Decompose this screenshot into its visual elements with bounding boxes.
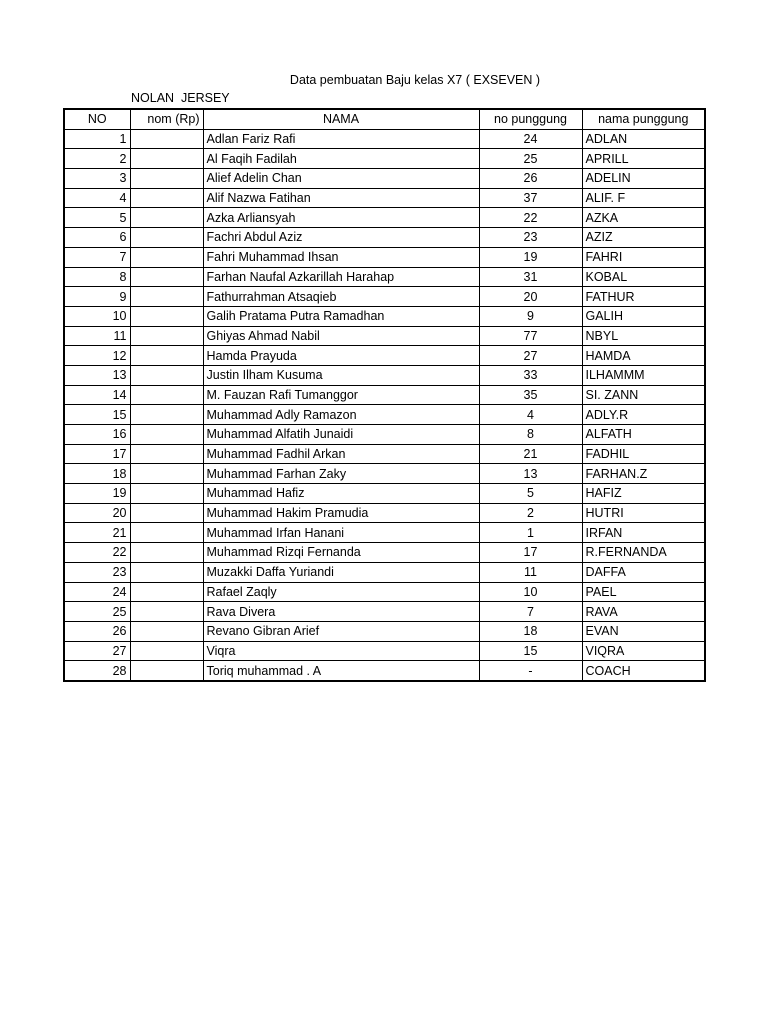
- cell-nom: [130, 247, 203, 267]
- table-row: [64, 247, 705, 267]
- cell-nama-punggung: ALFATH: [582, 425, 705, 445]
- cell-nama: Azka Arliansyah: [203, 208, 479, 228]
- table-row: [64, 228, 705, 248]
- cell-no: 15: [64, 405, 130, 425]
- cell-no-punggung: 31: [479, 267, 582, 287]
- cell-no: 11: [64, 326, 130, 346]
- cell-no: 21: [64, 523, 130, 543]
- cell-nama: Muhammad Fadhil Arkan: [203, 444, 479, 464]
- cell-nama: Rava Divera: [203, 602, 479, 622]
- table-header-row: [64, 109, 705, 129]
- cell-nama-punggung: COACH: [582, 661, 705, 681]
- cell-nama: Fathurrahman Atsaqieb: [203, 287, 479, 307]
- cell-nama: Hamda Prayuda: [203, 346, 479, 366]
- cell-no-punggung: 26: [479, 169, 582, 189]
- table-row: [64, 405, 705, 425]
- cell-nom: [130, 346, 203, 366]
- cell-nama-punggung: NBYL: [582, 326, 705, 346]
- cell-nom: [130, 425, 203, 445]
- header-nama-punggung: nama punggung: [582, 109, 705, 129]
- cell-no-punggung: 22: [479, 208, 582, 228]
- cell-no: 5: [64, 208, 130, 228]
- jersey-table: [63, 108, 706, 682]
- cell-nama: Muzakki Daffa Yuriandi: [203, 562, 479, 582]
- cell-nom: [130, 385, 203, 405]
- cell-no: 22: [64, 543, 130, 563]
- cell-no-punggung: 4: [479, 405, 582, 425]
- cell-nama-punggung: ADLY.R: [582, 405, 705, 425]
- table-row: [64, 523, 705, 543]
- cell-nama-punggung: FADHIL: [582, 444, 705, 464]
- cell-no-punggung: 1: [479, 523, 582, 543]
- cell-nama: Muhammad Alfatih Junaidi: [203, 425, 479, 445]
- cell-no-punggung: 37: [479, 188, 582, 208]
- cell-nom: [130, 405, 203, 425]
- cell-nama: Viqra: [203, 641, 479, 661]
- cell-nom: [130, 661, 203, 681]
- cell-nama-punggung: EVAN: [582, 621, 705, 641]
- cell-nama: Adlan Fariz Rafi: [203, 129, 479, 149]
- cell-nom: [130, 326, 203, 346]
- cell-no: 6: [64, 228, 130, 248]
- cell-nama: Farhan Naufal Azkarillah Harahap: [203, 267, 479, 287]
- cell-nama: Muhammad Hafiz: [203, 484, 479, 504]
- cell-no: 14: [64, 385, 130, 405]
- cell-nama-punggung: VIQRA: [582, 641, 705, 661]
- cell-nama: Galih Pratama Putra Ramadhan: [203, 306, 479, 326]
- cell-no-punggung: 18: [479, 621, 582, 641]
- document-title: Data pembuatan Baju kelas X7 ( EXSEVEN ): [289, 73, 541, 87]
- cell-nom: [130, 129, 203, 149]
- cell-no: 10: [64, 306, 130, 326]
- cell-nom: [130, 602, 203, 622]
- cell-nama: Al Faqih Fadilah: [203, 149, 479, 169]
- cell-nama: Muhammad Irfan Hanani: [203, 523, 479, 543]
- cell-no: 7: [64, 247, 130, 267]
- table-row: [64, 129, 705, 149]
- cell-no: 26: [64, 621, 130, 641]
- cell-no: 25: [64, 602, 130, 622]
- table-row: [64, 484, 705, 504]
- cell-nama-punggung: ADELIN: [582, 169, 705, 189]
- cell-nama: M. Fauzan Rafi Tumanggor: [203, 385, 479, 405]
- table-row: [64, 149, 705, 169]
- cell-nama-punggung: DAFFA: [582, 562, 705, 582]
- cell-nom: [130, 484, 203, 504]
- cell-nama-punggung: KOBAL: [582, 267, 705, 287]
- table-row: [64, 267, 705, 287]
- cell-no: 17: [64, 444, 130, 464]
- cell-no-punggung: 24: [479, 129, 582, 149]
- cell-nama: Muhammad Rizqi Fernanda: [203, 543, 479, 563]
- cell-no-punggung: 5: [479, 484, 582, 504]
- cell-no: 23: [64, 562, 130, 582]
- cell-nom: [130, 582, 203, 602]
- table-row: [64, 346, 705, 366]
- cell-no-punggung: 15: [479, 641, 582, 661]
- cell-nama-punggung: APRILL: [582, 149, 705, 169]
- cell-nom: [130, 287, 203, 307]
- cell-nama-punggung: AZIZ: [582, 228, 705, 248]
- cell-no-punggung: 20: [479, 287, 582, 307]
- table-row: [64, 425, 705, 445]
- cell-no: 2: [64, 149, 130, 169]
- cell-nama-punggung: PAEL: [582, 582, 705, 602]
- table-row: [64, 365, 705, 385]
- cell-nama-punggung: ALIF. F: [582, 188, 705, 208]
- cell-no: 4: [64, 188, 130, 208]
- cell-nama-punggung: ILHAMMM: [582, 365, 705, 385]
- header-no: NO: [64, 109, 130, 129]
- document-subtitle: NOLAN JERSEY: [131, 91, 230, 105]
- cell-nama-punggung: IRFAN: [582, 523, 705, 543]
- cell-nama: Rafael Zaqly: [203, 582, 479, 602]
- cell-nama: Ghiyas Ahmad Nabil: [203, 326, 479, 346]
- cell-nama-punggung: AZKA: [582, 208, 705, 228]
- table-row: [64, 326, 705, 346]
- table-row: [64, 543, 705, 563]
- cell-no-punggung: 8: [479, 425, 582, 445]
- cell-no-punggung: 19: [479, 247, 582, 267]
- table-row: [64, 287, 705, 307]
- cell-nama-punggung: FAHRI: [582, 247, 705, 267]
- header-nama: NAMA: [203, 109, 479, 129]
- cell-nom: [130, 149, 203, 169]
- cell-nom: [130, 562, 203, 582]
- cell-no: 28: [64, 661, 130, 681]
- table-row: [64, 208, 705, 228]
- cell-nama-punggung: ADLAN: [582, 129, 705, 149]
- cell-nom: [130, 621, 203, 641]
- cell-nama: Alief Adelin Chan: [203, 169, 479, 189]
- cell-no: 27: [64, 641, 130, 661]
- table-row: [64, 169, 705, 189]
- cell-no-punggung: 21: [479, 444, 582, 464]
- cell-nama-punggung: R.FERNANDA: [582, 543, 705, 563]
- table-row: [64, 641, 705, 661]
- cell-no: 24: [64, 582, 130, 602]
- cell-nama: Justin Ilham Kusuma: [203, 365, 479, 385]
- cell-no-punggung: -: [479, 661, 582, 681]
- cell-nom: [130, 464, 203, 484]
- cell-nom: [130, 365, 203, 385]
- cell-nama-punggung: HUTRI: [582, 503, 705, 523]
- cell-nom: [130, 169, 203, 189]
- table-row: [64, 661, 705, 681]
- cell-no-punggung: 9: [479, 306, 582, 326]
- table-row: [64, 602, 705, 622]
- table-row: [64, 385, 705, 405]
- cell-nom: [130, 188, 203, 208]
- table-body: [64, 129, 705, 681]
- table-row: [64, 306, 705, 326]
- cell-no-punggung: 11: [479, 562, 582, 582]
- cell-no-punggung: 33: [479, 365, 582, 385]
- cell-nom: [130, 503, 203, 523]
- cell-no: 12: [64, 346, 130, 366]
- cell-nama: Fachri Abdul Aziz: [203, 228, 479, 248]
- cell-nama-punggung: RAVA: [582, 602, 705, 622]
- table-row: [64, 188, 705, 208]
- cell-no-punggung: 2: [479, 503, 582, 523]
- cell-nama: Muhammad Farhan Zaky: [203, 464, 479, 484]
- table-row: [64, 582, 705, 602]
- cell-no-punggung: 13: [479, 464, 582, 484]
- cell-nom: [130, 444, 203, 464]
- cell-no-punggung: 7: [479, 602, 582, 622]
- cell-no: 19: [64, 484, 130, 504]
- cell-nama-punggung: FATHUR: [582, 287, 705, 307]
- cell-nama: Revano Gibran Arief: [203, 621, 479, 641]
- cell-nama: Muhammad Adly Ramazon: [203, 405, 479, 425]
- cell-nom: [130, 543, 203, 563]
- cell-nama-punggung: SI. ZANN: [582, 385, 705, 405]
- cell-nom: [130, 306, 203, 326]
- cell-no-punggung: 77: [479, 326, 582, 346]
- cell-nom: [130, 228, 203, 248]
- table-row: [64, 444, 705, 464]
- cell-no-punggung: 10: [479, 582, 582, 602]
- header-no-punggung: no punggung: [479, 109, 582, 129]
- cell-no: 1: [64, 129, 130, 149]
- cell-no-punggung: 27: [479, 346, 582, 366]
- cell-no-punggung: 23: [479, 228, 582, 248]
- cell-nom: [130, 267, 203, 287]
- cell-nom: [130, 208, 203, 228]
- cell-no: 20: [64, 503, 130, 523]
- cell-nama-punggung: FARHAN.Z: [582, 464, 705, 484]
- cell-nama-punggung: GALIH: [582, 306, 705, 326]
- cell-no: 16: [64, 425, 130, 445]
- cell-no: 3: [64, 169, 130, 189]
- cell-no: 8: [64, 267, 130, 287]
- table-row: [64, 621, 705, 641]
- cell-no-punggung: 35: [479, 385, 582, 405]
- cell-no: 18: [64, 464, 130, 484]
- cell-nom: [130, 523, 203, 543]
- table-row: [64, 562, 705, 582]
- header-nom: nom (Rp): [130, 109, 203, 129]
- table-row: [64, 503, 705, 523]
- cell-nama: Muhammad Hakim Pramudia: [203, 503, 479, 523]
- cell-no: 13: [64, 365, 130, 385]
- cell-no: 9: [64, 287, 130, 307]
- cell-nama: Alif Nazwa Fatihan: [203, 188, 479, 208]
- cell-no-punggung: 17: [479, 543, 582, 563]
- cell-nama-punggung: HAFIZ: [582, 484, 705, 504]
- cell-nama: Toriq muhammad . A: [203, 661, 479, 681]
- cell-nama: Fahri Muhammad Ihsan: [203, 247, 479, 267]
- cell-no-punggung: 25: [479, 149, 582, 169]
- cell-nom: [130, 641, 203, 661]
- cell-nama-punggung: HAMDA: [582, 346, 705, 366]
- table-row: [64, 464, 705, 484]
